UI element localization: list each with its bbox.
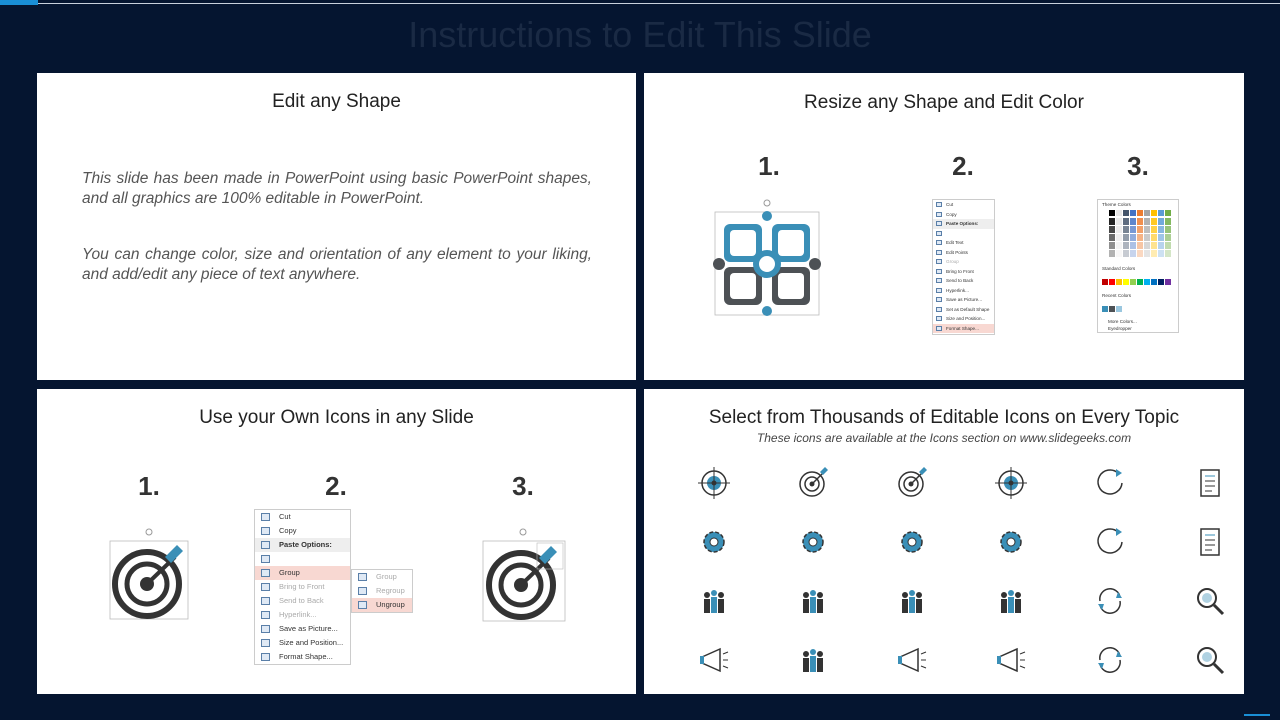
group-submenu xyxy=(351,569,413,613)
panel-title: Edit any Shape xyxy=(272,91,401,112)
circular-arrow-icon[interactable] xyxy=(1092,524,1128,560)
crosshair-icon[interactable] xyxy=(993,465,1029,501)
palette-label-standard: Standard Colors xyxy=(1102,266,1136,271)
submenu-item-group[interactable]: Group xyxy=(352,570,412,584)
panel-title: Select from Thousands of Editable Icons on Every Topic xyxy=(708,407,1180,428)
menu-item-set-default-shape[interactable]: Set as Default Shape xyxy=(933,305,994,315)
panel-subtitle: These icons are available at the Icons section on www.slidegeeks.com xyxy=(756,431,1132,445)
refresh-arrow-icon[interactable] xyxy=(1092,465,1128,501)
menu-item-bring-to-front[interactable]: Bring to Front xyxy=(255,580,350,594)
loudspeaker-icon[interactable] xyxy=(894,642,930,678)
menu-item-cut[interactable]: Cut xyxy=(255,510,350,524)
panel-title: Resize any Shape and Edit Color xyxy=(804,92,1084,113)
top-accent-bar xyxy=(0,0,38,5)
bottom-accent-bar xyxy=(1244,714,1270,716)
menu-item-copy[interactable]: Copy xyxy=(933,210,994,220)
customer-support-icon[interactable] xyxy=(795,642,831,678)
step-number-2: 2. xyxy=(325,471,347,501)
step-number-3: 3. xyxy=(512,471,534,501)
step-number-1: 1. xyxy=(758,151,780,181)
menu-item-copy[interactable]: Copy xyxy=(255,524,350,538)
sync-arrows-icon[interactable] xyxy=(1092,583,1128,619)
menu-item-hyperlink[interactable]: Hyperlink... xyxy=(933,286,994,296)
presentation-team-icon[interactable] xyxy=(795,583,831,619)
menu-item-paste-options[interactable]: Paste Options: xyxy=(255,538,350,552)
search-icon[interactable] xyxy=(1192,583,1228,619)
paragraph-basic-shapes: This slide has been made in PowerPoint using basic PowerPoint shapes, and all graphics are 100% editable in PowerPoint. xyxy=(82,170,592,207)
discount-megaphone-icon[interactable] xyxy=(993,642,1029,678)
four-quadrant-shape-icon[interactable] xyxy=(710,197,825,319)
standard-color-swatches[interactable] xyxy=(1098,278,1178,286)
submenu-item-ungroup[interactable]: Ungroup xyxy=(352,598,412,612)
menu-item-send-to-back[interactable]: Send to Back xyxy=(255,594,350,608)
business-team-icon[interactable] xyxy=(696,583,732,619)
editable-icons-panel xyxy=(644,389,1244,694)
checklist-document-icon[interactable] xyxy=(1192,465,1228,501)
menu-item-format-shape[interactable]: Format Shape... xyxy=(255,650,350,664)
menu-item-hyperlink[interactable]: Hyperlink... xyxy=(255,608,350,622)
palette-label-recent: Recent Colors xyxy=(1102,293,1132,298)
dart-target-icon[interactable] xyxy=(107,527,193,625)
ungrouped-target-icon[interactable] xyxy=(479,527,569,625)
recent-color-swatches[interactable] xyxy=(1098,305,1178,313)
menu-item-edit-points[interactable]: Edit Points xyxy=(933,248,994,258)
menu-item-paste-icons[interactable] xyxy=(933,229,994,239)
theme-color-swatches[interactable] xyxy=(1098,209,1178,259)
menu-item-format-shape[interactable]: Format Shape... xyxy=(933,324,994,334)
dart-target-icon[interactable] xyxy=(795,465,831,501)
gear-settings-icon[interactable] xyxy=(894,524,930,560)
team-meeting-icon[interactable] xyxy=(993,583,1029,619)
gear-icon[interactable] xyxy=(696,524,732,560)
megaphone-icon[interactable] xyxy=(696,642,732,678)
palette-label-theme: Theme Colors xyxy=(1102,202,1131,207)
menu-item-group[interactable]: Group xyxy=(255,566,350,580)
menu-item-cut[interactable]: Cut xyxy=(933,200,994,210)
palette-more-colors[interactable]: More Colors... xyxy=(1108,319,1137,324)
menu-item-size-position[interactable]: Size and Position... xyxy=(255,636,350,650)
top-divider-line xyxy=(38,3,1280,4)
step-number-3: 3. xyxy=(1127,151,1149,181)
menu-item-send-to-back[interactable]: Send to Back xyxy=(933,276,994,286)
menu-item-paste-options[interactable]: Paste Options: xyxy=(933,219,994,229)
step-number-2: 2. xyxy=(952,151,974,181)
panel-title: Use your Own Icons in any Slide xyxy=(199,407,474,428)
group-people-icon[interactable] xyxy=(894,583,930,619)
menu-item-bring-to-front[interactable]: Bring to Front xyxy=(933,267,994,277)
gear-outline-icon[interactable] xyxy=(795,524,831,560)
gears-pair-icon[interactable] xyxy=(993,524,1029,560)
edit-shape-panel xyxy=(37,73,636,380)
award-target-icon[interactable] xyxy=(894,465,930,501)
menu-item-paste-icons[interactable] xyxy=(255,552,350,566)
resize-shape-panel xyxy=(644,73,1244,380)
cycle-arrows-icon[interactable] xyxy=(1092,642,1128,678)
own-icons-panel xyxy=(37,389,636,694)
menu-item-size-position[interactable]: Size and Position... xyxy=(933,314,994,324)
menu-item-save-as-picture[interactable]: Save as Picture... xyxy=(255,622,350,636)
step-number-1: 1. xyxy=(138,471,160,501)
menu-item-group[interactable]: Group xyxy=(933,257,994,267)
context-menu-preview xyxy=(932,199,995,335)
submenu-item-regroup[interactable]: Regroup xyxy=(352,584,412,598)
checklist-approve-icon[interactable] xyxy=(1192,524,1228,560)
menu-item-edit-text[interactable]: Edit Text xyxy=(933,238,994,248)
palette-eyedropper[interactable]: Eyedropper xyxy=(1108,326,1132,331)
color-palette-preview xyxy=(1097,199,1179,333)
context-menu-group xyxy=(254,509,351,665)
search-check-icon[interactable] xyxy=(1192,642,1228,678)
paragraph-change-color: You can change color, size and orientation of any element to your liking, and add/edit any piece of text anywhere. xyxy=(82,246,592,283)
slide-title: Instructions to Edit This Slide xyxy=(408,14,872,55)
target-icon[interactable] xyxy=(696,465,732,501)
menu-item-save-as-picture[interactable]: Save as Picture... xyxy=(933,295,994,305)
